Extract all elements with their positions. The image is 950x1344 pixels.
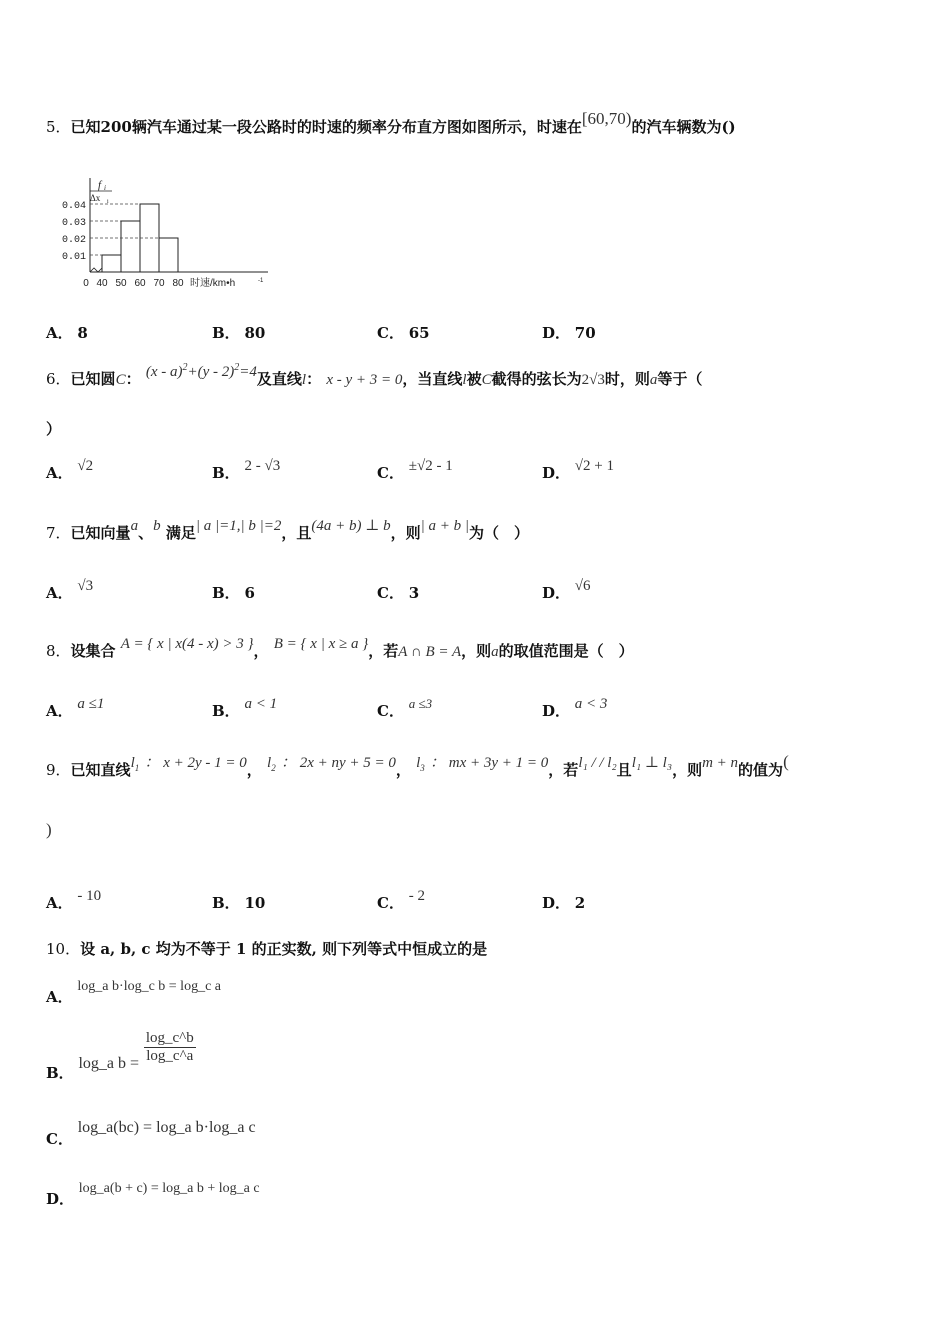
q6-text-2: 及直线	[256, 370, 302, 388]
q5-number: 5．	[46, 118, 71, 136]
q7-text-3: ，且	[281, 524, 312, 542]
histogram-bar	[102, 255, 121, 272]
q9-sum: m + n	[702, 755, 739, 771]
q7-stem	[46, 518, 529, 543]
q9-parallel: l₁ / / l₂	[578, 755, 617, 771]
q6-circle-name: C	[115, 372, 126, 388]
q9-stem	[46, 752, 789, 781]
q7-option-d[interactable]: D． √6	[542, 578, 591, 602]
q7-text-2: 满足	[165, 524, 196, 542]
q6-colon: ：	[125, 370, 141, 388]
q9-option-d[interactable]: D． 2	[542, 894, 586, 912]
q7-perpendicular: (4a + b) ⊥ b	[311, 518, 391, 534]
q5-interval: [60,70)	[581, 109, 632, 128]
q8-stem	[46, 636, 634, 661]
axis-break-mark	[90, 268, 102, 272]
q8-text-3: ，则	[461, 642, 492, 660]
q9-perpendicular: l₁ ⊥ l₃	[631, 755, 673, 771]
y-axis-label-top: f	[98, 179, 102, 191]
q8-set-a: A = { x | x(4 - x) > 3 }	[120, 636, 254, 652]
q9-line-2-equation: ： 2x + ny + 5 = 0	[280, 755, 396, 771]
q5-option-b[interactable]: B． 80	[212, 324, 266, 342]
q6-option-b[interactable]: B． 2 - √3	[212, 458, 281, 482]
q8-param-a: a	[491, 644, 499, 660]
q8-condition: A ∩ B = A	[398, 644, 462, 660]
q6-chord-length: 2√3	[581, 372, 605, 388]
q10-option-b[interactable]: B． log_a b = $\frac{\log\_c\^{}b}{\log\_c\^{}a}$	[46, 1030, 194, 1082]
q6-line-equation: x - y + 3 = 0	[326, 372, 403, 388]
y-axis-label-top-sub: i	[104, 184, 106, 192]
q9-text-1: 已知直线	[70, 761, 131, 779]
q9-number: 9．	[46, 761, 71, 779]
x-tick-label: 80	[172, 278, 184, 289]
q9-line-2: $l_2$	[267, 755, 276, 773]
y-tick-label: 0.04	[61, 201, 86, 212]
q7-text-1: 已知向量	[70, 524, 131, 542]
q6-option-c[interactable]: C． ±√2 - 1	[377, 458, 453, 482]
q6-text-1: 已知圆	[70, 370, 116, 388]
q7-sep: 、	[138, 524, 154, 542]
q8-number: 8．	[46, 642, 71, 660]
q6-text-4: 被	[466, 370, 482, 388]
q7-norm: | a + b |	[420, 518, 469, 534]
x-axis-label: 时速/km•h	[190, 278, 236, 289]
q9-text-5: 的值为	[738, 761, 784, 779]
q8-text-1: 设集合	[70, 642, 116, 660]
q7-option-a[interactable]: A． √3	[46, 578, 94, 602]
q6-circle-name-2: C	[481, 372, 492, 388]
x-tick-label: 60	[134, 278, 146, 289]
q6-option-d[interactable]: D． √2 + 1	[542, 458, 614, 482]
q5-option-c[interactable]: C． 65	[377, 324, 430, 342]
y-tick-label: 0.01	[61, 252, 86, 263]
q8-text-4: 的取值范围是（ ）	[498, 642, 634, 660]
q9-line-3: $l_3$	[416, 755, 425, 773]
q8-option-d[interactable]: D． a < 3	[542, 696, 608, 720]
q10-number: 10．	[46, 940, 81, 958]
q7-condition: | a |=1,| b |=2	[195, 518, 282, 534]
histogram-bar	[121, 221, 140, 272]
q6-close-paren: ）	[46, 420, 62, 438]
y-tick-label: 0.02	[61, 235, 86, 246]
q6-param-a: a	[649, 372, 658, 388]
q8-comma: ，	[253, 642, 269, 660]
q6-stem	[46, 362, 703, 389]
q6-text-3: ，当直线	[402, 370, 463, 388]
q9-close-paren: )	[46, 820, 52, 839]
x-tick-label: 50	[115, 278, 127, 289]
q5-option-a[interactable]: A． 8	[46, 324, 88, 342]
histogram-bar	[159, 238, 178, 272]
q5-option-d[interactable]: D． 70	[542, 324, 596, 342]
q6-circle-equation: (x - a)$^2$+(y - 2)$^2$=4	[145, 362, 257, 380]
q9-text-2: ，若	[548, 761, 579, 779]
q9-text-4: ，则	[672, 761, 703, 779]
q7-vector-a: a	[130, 518, 139, 534]
q7-text-4: ，则	[390, 524, 421, 542]
x-tick-label: 0	[83, 278, 89, 289]
q10-option-c[interactable]: C． log_a(bc) = log_a b·log_a c	[46, 1119, 256, 1148]
q5-text-b: 的汽车辆数为()	[631, 118, 736, 136]
q7-option-c[interactable]: C． 3	[377, 584, 420, 602]
q9-line-1: $l_1$	[130, 755, 140, 773]
q7-option-b[interactable]: B． 6	[212, 584, 255, 602]
q6-number: 6．	[46, 370, 71, 388]
q9-line-3-equation: ： mx + 3y + 1 = 0	[430, 755, 549, 771]
q5-text-a: 已知200辆汽车通过某一段公路时的时速的频率分布直方图如图所示，时速在	[70, 118, 582, 136]
q6-line-name-2: l	[462, 372, 467, 388]
q9-option-c[interactable]: C． - 2	[377, 888, 425, 912]
q9-comma-2: ，	[395, 761, 411, 779]
q9-line-1-equation: ： x + 2y - 1 = 0	[144, 755, 247, 771]
q9-open-paren: (	[783, 752, 789, 771]
x-tick-label: 40	[96, 278, 108, 289]
q9-option-a[interactable]: A． - 10	[46, 888, 102, 912]
x-axis-label-sup: -1	[258, 278, 264, 284]
q8-set-b: B = { x | x ≥ a }	[273, 636, 369, 652]
q8-option-b[interactable]: B． a < 1	[212, 696, 278, 720]
q8-text-2: ，若	[368, 642, 399, 660]
q8-option-a[interactable]: A． a ≤1	[46, 696, 105, 720]
q9-option-b[interactable]: B． 10	[212, 894, 266, 912]
q7-number: 7．	[46, 524, 71, 542]
q6-line-name: l	[301, 372, 307, 388]
y-axis-label-bottom-sub: i	[107, 199, 109, 205]
y-tick-label: 0.03	[61, 218, 86, 229]
q5-stem	[46, 109, 736, 137]
q6-text-7: 等于（	[657, 370, 703, 388]
q10-option-a[interactable]: A． log_a b·log_c b = log_c a	[46, 979, 222, 1006]
q6-option-a[interactable]: A． √2	[46, 458, 94, 482]
q10-option-b-fraction: $\frac{\log\_c\^{}b}{\log\_c\^{}a}$	[145, 1030, 194, 1064]
q5-histogram	[61, 170, 278, 292]
q7-vector-b: b	[153, 518, 161, 534]
q6-text-6: 时，则	[604, 370, 650, 388]
x-tick-label: 70	[153, 278, 165, 289]
y-axis-label-bottom: Δx	[90, 193, 101, 203]
q10-text: 设 a, b, c 均为不等于 1 的正实数, 则下列等式中恒成立的是	[80, 940, 488, 958]
q7-text-5: 为（ ）	[468, 524, 529, 542]
q9-text-3: 且	[616, 761, 632, 779]
q6-text-5: 截得的弦长为	[491, 370, 582, 388]
q10-stem	[46, 938, 487, 959]
q6-colon-2: ：	[306, 370, 322, 388]
q8-option-c[interactable]: C． a ≤3	[377, 696, 433, 720]
q9-comma-1: ，	[246, 761, 262, 779]
q10-option-d[interactable]: D． log_a(b + c) = log_a b + log_a c	[46, 1181, 260, 1208]
